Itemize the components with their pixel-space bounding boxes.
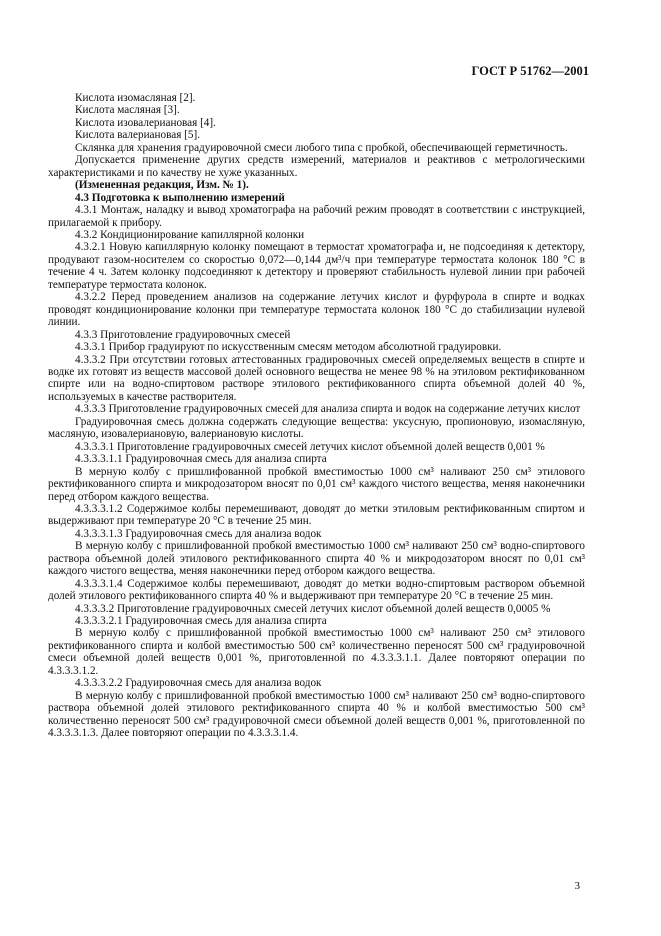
subsection-heading: 4.3.3.3.1.3 Градуировочная смесь для анализа водок — [75, 527, 322, 540]
subsection-heading: 4.3.3 Приготовление градуировочных смесей — [75, 328, 291, 341]
paragraph: 4.3.3.3.2 Приготовление градуировочных смесей летучих кислот объемной долей веществ 0,0005 % — [75, 602, 551, 615]
page-number: 3 — [574, 880, 580, 892]
paragraph: 4.3.2.2 Перед проведением анализов на содержание летучих кислот и фурфурола в спирте и водках проводят кондиционирование колонки при температуре термостата колонок 180 °С до стабилизации нулевой линии. — [48, 291, 585, 329]
paragraph: 4.3.3.3.1.4 Содержимое колбы перемешивают, доводят до метки водно-спиртовым раствором объемной долей этилового ректификованного спирта 40 % и выдерживают при температуре 20 °С в течение 25 мин. — [48, 577, 585, 603]
subsection-heading: 4.3.3.3.1.1 Градуировочная смесь для анализа спирта — [75, 453, 327, 466]
reagent-item: Кислота изовалериановая [4]. — [75, 116, 216, 129]
paragraph: В мерную колбу с пришлифованной пробкой вместимостью 1000 см³ наливают 250 см³ водно-спиртового раствора объемной долей этилового ректификованного спирта 40 % и колбой вместимостью 500 см³ количественно переносят 500 см³ градуировочной смеси объемной долей веществ 0,001 %, приготовленной по 4.3.3.3.1.3. Далее повторяют операции по 4.3.3.3.1.4. — [48, 689, 585, 740]
paragraph: Склянка для хранения градуировочной смеси любого типа с пробкой, обеспечивающей герметичность. — [75, 141, 568, 154]
subsection-heading: 4.3.3.3.2.1 Градуировочная смесь для анализа спирта — [75, 615, 327, 628]
paragraph: 4.3.3.2 При отсутствии готовых аттестованных градировочных смесей определяемых веществ в спирте и водке их готовят из веществ массовой долей основного вещества не менее 98 % на этиловом ректификованном спирте или на водно-спиртовом растворе этилового ректификованного спирта объемной долей 40 %, используемых в качестве растворителя. — [48, 353, 585, 403]
paragraph: 4.3.3.1 Прибор градуируют по искусственным смесям методом абсолютной градуировки. — [75, 341, 502, 354]
subsection-heading: 4.3.3.3.2.2 Градуировочная смесь для анализа водок — [75, 677, 322, 690]
paragraph: Допускается применение других средств измерений, материалов и реактивов с метрологическими характеристиками и по качеству не хуже указанных. — [48, 154, 585, 179]
reagent-item: Кислота изомасляная [2]. — [75, 92, 196, 104]
document-body — [48, 92, 585, 740]
standard-header: ГОСТ Р 51762—2001 — [471, 64, 589, 78]
subsection-heading: 4.3.2 Кондиционирование капиллярной колонки — [75, 228, 305, 241]
paragraph: В мерную колбу с пришлифованной пробкой вместимостью 1000 см³ наливают 250 см³ этилового ректификованного спирта и колбой вместимостью 500 см³ количественно переносят 500 см³ градуировочной смеси объемной долей веществ 0,001 %, приготовленной по 4.3.3.3.1.1. Далее повторяют операции по 4.3.3.3.1.2. — [48, 627, 585, 677]
paragraph: 4.3.1 Монтаж, наладку и вывод хроматографа на рабочий режим проводят в соответствии с инструкцией, прилагаемой к прибору. — [48, 204, 585, 229]
section-heading: 4.3 Подготовка к выполнению измерений — [75, 191, 285, 204]
paragraph: 4.3.2.1 Новую капиллярную колонку помещают в термостат хроматографа и, не подсоединяя к детектору, продувают газом-носителем со скоростью 0,072—0,144 дм³/ч при температуре термостата колонок 180 °С в течение 4 ч. Затем колонку подсоединяют к детектору и проверяют стабильность нулевой линии при рабочей температуре термостата колонок. — [48, 241, 585, 291]
paragraph: В мерную колбу с пришлифованной пробкой вместимостью 1000 см³ наливают 250 см³ водно-спиртового раствора объемной долей этилового ректификованного спирта 40 % и микродозатором вносят по 0,01 см³ каждого чистого вещества, меняя наконечники перед отбором каждого вещества. — [48, 540, 585, 578]
paragraph: В мерную колбу с пришлифованной пробкой вместимостью 1000 см³ наливают 250 см³ этилового ректификованного спирта и микродозатором вносят по 0,01 см³ каждого чистого вещества, меняя наконечники перед отбором каждого вещества. — [48, 465, 585, 503]
paragraph: 4.3.3.3.1 Приготовление градуировочных смесей летучих кислот объемной долей веществ 0,001 % — [75, 440, 545, 453]
reagent-item: Кислота валериановая [5]. — [75, 129, 200, 142]
paragraph: 4.3.3.3 Приготовление градуировочных смесей для анализа спирта и водок на содержание летучих кислот — [75, 403, 581, 416]
amendment-note: (Измененная редакция, Изм. № 1). — [75, 179, 249, 192]
paragraph: Градуировочная смесь должна содержать следующие вещества: уксусную, пропионовую, изомасляную, масляную, изовалериановую, валериановую кислоты. — [48, 415, 585, 441]
paragraph: 4.3.3.3.1.2 Содержимое колбы перемешивают, доводят до метки этиловым ректификованным спиртом и выдерживают при температуре 20 °С в течение 25 мин. — [48, 502, 585, 528]
reagent-item: Кислота масляная [3]. — [75, 104, 180, 117]
